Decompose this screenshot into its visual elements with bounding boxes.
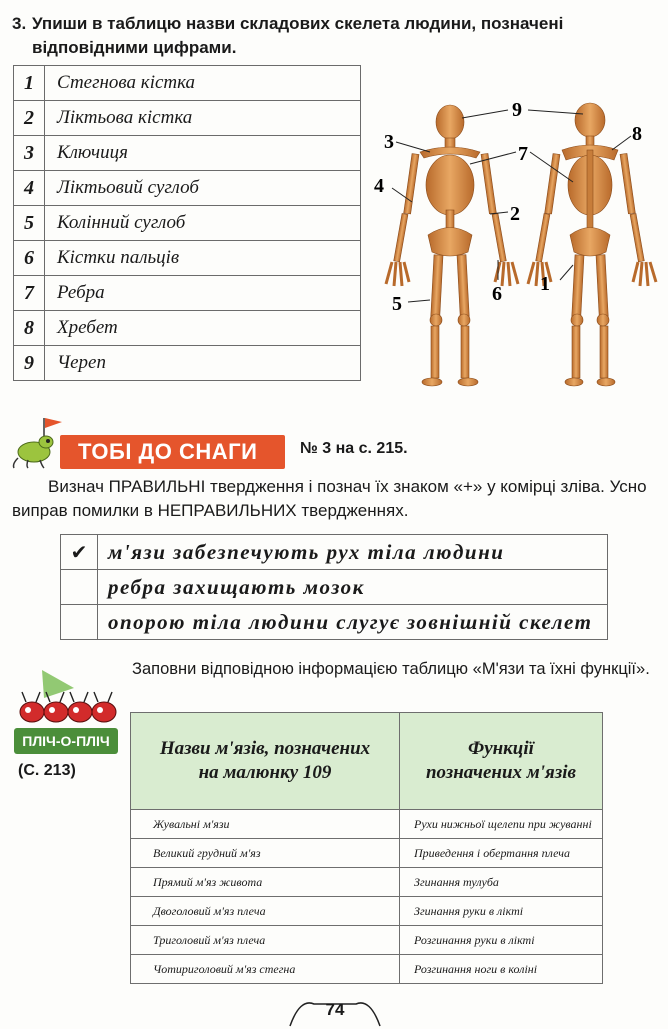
figure-label-7: 7 xyxy=(518,143,528,165)
figure-label-2: 2 xyxy=(510,203,520,225)
figure-label-9: 9 xyxy=(512,99,522,121)
muscle-name-cell[interactable]: Двоголовий м'яз плеча xyxy=(131,897,400,926)
statement-row xyxy=(61,605,608,640)
table-row xyxy=(14,171,361,206)
statements-instruction: Визнач ПРАВИЛЬНІ твердження і познач їх знаком «+» у комірці зліва. Усно виправ помилки в НЕПРАВИЛЬНИХ твердженнях. xyxy=(12,477,647,520)
muscle-function-cell[interactable]: Розгинання ноги в коліні xyxy=(400,955,603,984)
muscle-name-cell[interactable]: Прямий м'яз живота xyxy=(131,868,400,897)
table-row xyxy=(14,346,361,381)
row-number: 4 xyxy=(14,171,45,206)
header-muscle-names: Назви м'язів, позначених на малюнку 109 xyxy=(131,713,400,810)
statement-text: м'язи забезпечують рух тіла людини xyxy=(98,535,608,570)
row-number: 6 xyxy=(14,241,45,276)
skeleton-front-image xyxy=(386,105,518,386)
muscle-function-cell[interactable]: Згинання тулуба xyxy=(400,868,603,897)
table-row xyxy=(14,311,361,346)
statements-table xyxy=(60,534,608,640)
muscles-functions-table xyxy=(130,712,603,984)
answer-cell[interactable]: Стегнова кістка xyxy=(45,66,361,101)
page-number: 74 xyxy=(325,1000,345,1019)
muscle-name-cell[interactable]: Жувальні м'язи xyxy=(131,810,400,839)
figure-label-4: 4 xyxy=(374,175,384,197)
table-row xyxy=(131,839,603,868)
plich-page-reference: (С. 213) xyxy=(18,762,76,779)
row-number: 7 xyxy=(14,276,45,311)
muscle-function-cell[interactable]: Приведення і обертання плеча xyxy=(400,839,603,868)
muscle-function-cell[interactable]: Рухи нижньої щелепи при жуванні xyxy=(400,810,603,839)
answer-cell[interactable]: Кістки пальців xyxy=(45,241,361,276)
row-number: 3 xyxy=(14,136,45,171)
answer-cell[interactable]: Колінний суглоб xyxy=(45,206,361,241)
muscle-name-cell[interactable]: Чотириголовий м'яз стегна xyxy=(131,955,400,984)
textbook-reference: № 3 на с. 215. xyxy=(300,440,408,457)
table-row xyxy=(131,926,603,955)
skeleton-back-image xyxy=(528,103,656,386)
ants-mascot-icon xyxy=(14,668,122,728)
table-row xyxy=(14,66,361,101)
row-number: 5 xyxy=(14,206,45,241)
table-row xyxy=(131,810,603,839)
statement-row xyxy=(61,535,608,570)
muscles-instruction: Заповни відповідною інформацією таблицю «М'язи та їхні функції». xyxy=(132,660,650,678)
muscle-function-cell[interactable]: Згинання руки в лікті xyxy=(400,897,603,926)
answer-cell[interactable]: Ребра xyxy=(45,276,361,311)
statement-text: опорою тіла людини слугує зовнішній скелет xyxy=(98,605,608,640)
figure-label-8: 8 xyxy=(632,123,642,145)
figure-label-6: 6 xyxy=(492,283,502,305)
table-row xyxy=(131,868,603,897)
statement-text: ребра захищають мозок xyxy=(98,570,608,605)
header-muscle-functions: Функції позначених м'язів xyxy=(400,713,603,810)
table-row xyxy=(131,897,603,926)
table-row xyxy=(14,101,361,136)
skeleton-parts-table xyxy=(13,65,361,381)
plich-o-plich-badge: ПЛІЧ-О-ПЛІЧ xyxy=(14,728,118,754)
statement-row xyxy=(61,570,608,605)
banner-label: ТОБІ ДО СНАГИ xyxy=(78,439,258,464)
figure-label-3: 3 xyxy=(384,131,394,153)
row-number: 1 xyxy=(14,66,45,101)
answer-cell[interactable]: Хребет xyxy=(45,311,361,346)
table-row xyxy=(14,136,361,171)
mark-checkbox[interactable] xyxy=(61,605,98,640)
answer-cell[interactable]: Ключиця xyxy=(45,136,361,171)
mark-checkbox[interactable] xyxy=(61,570,98,605)
row-number: 2 xyxy=(14,101,45,136)
figure-label-5: 5 xyxy=(392,293,402,315)
mark-checkbox[interactable]: ✔ xyxy=(61,535,98,570)
row-number: 8 xyxy=(14,311,45,346)
muscle-name-cell[interactable]: Великий грудний м'яз xyxy=(131,839,400,868)
skeleton-figure xyxy=(368,90,658,390)
answer-cell[interactable]: Череп xyxy=(45,346,361,381)
answer-cell[interactable]: Ліктьовий суглоб xyxy=(45,171,361,206)
row-number: 9 xyxy=(14,346,45,381)
table-row xyxy=(14,206,361,241)
muscle-name-cell[interactable]: Триголовий м'яз плеча xyxy=(131,926,400,955)
task-instruction: Упиши в таблицю назви складових скелета людини, позначені відповідними цифрами. xyxy=(32,14,564,57)
figure-label-1: 1 xyxy=(540,273,550,295)
table-row xyxy=(14,241,361,276)
muscle-function-cell[interactable]: Розгинання руки в лікті xyxy=(400,926,603,955)
answer-cell[interactable]: Ліктьова кістка xyxy=(45,101,361,136)
table-row xyxy=(131,955,603,984)
task-number: 3. xyxy=(12,14,27,33)
table-row xyxy=(14,276,361,311)
mascot-bug-icon xyxy=(8,412,66,470)
tobi-do-snagy-banner xyxy=(60,435,285,469)
